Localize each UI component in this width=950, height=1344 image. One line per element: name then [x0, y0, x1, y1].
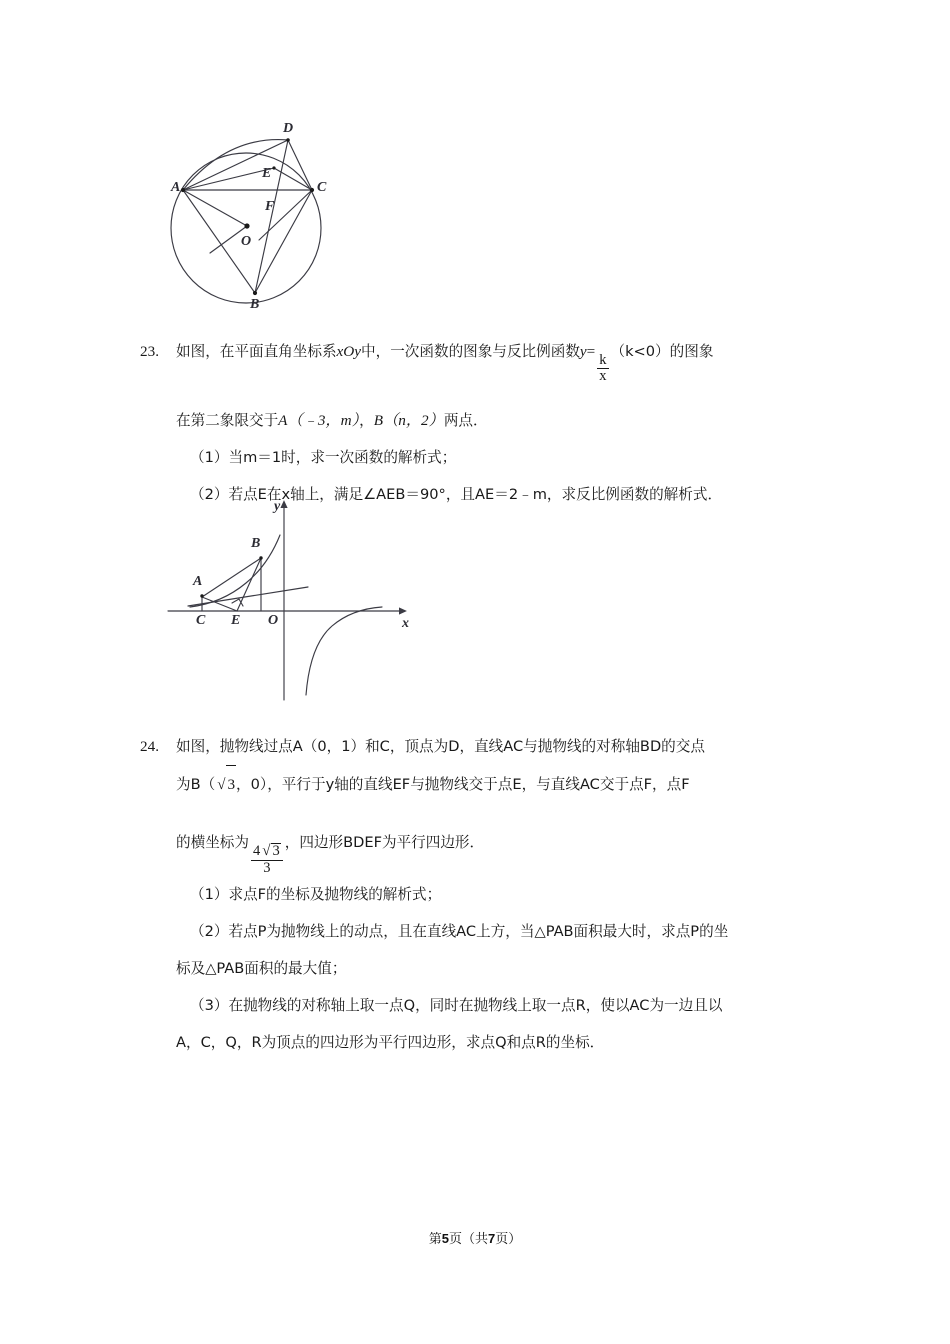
- q23-line2-lead: 在第二象限交于: [176, 412, 279, 430]
- label-F: F: [265, 199, 275, 214]
- q23-point-A: A（﹣3，m）: [278, 412, 360, 430]
- q23-fraction-k-over-x: [597, 353, 608, 384]
- q24-sub-3-line-1: （3）在抛物线的对称轴上取一点Q，同时在抛物线上取一点R，使以AC为一边且以: [190, 996, 723, 1014]
- q24-line-2: [176, 765, 840, 804]
- q23-text-a: 如图，在平面直角坐标系: [176, 343, 337, 360]
- q24-line-3: [176, 824, 840, 876]
- label-B: B: [251, 536, 261, 551]
- point-O-dot: [244, 223, 249, 228]
- segment-AO: [183, 190, 247, 226]
- label-y-axis: y: [274, 499, 281, 514]
- point-A-dot: [200, 594, 203, 597]
- segment-CB: [255, 190, 312, 293]
- q23-xoy: xOy: [336, 343, 361, 360]
- q24-line3-rest: ，四边形BDEF为平行四边形．: [284, 834, 485, 851]
- q23-point-B: B（n，2）: [373, 412, 444, 430]
- radical-sign-icon: √: [262, 842, 271, 859]
- question-23: [140, 333, 840, 513]
- q24-sub-3-line-2: A，C，Q，R为顶点的四边形为平行四边形，求点Q和点R的坐标．: [176, 1033, 605, 1051]
- question-24-number: 24.: [140, 738, 159, 755]
- label-A: A: [171, 180, 181, 195]
- q23-y: y: [579, 343, 587, 360]
- coordinate-figure-svg: [160, 495, 420, 710]
- hyperbola-branch-q4: [306, 607, 382, 695]
- q23-line2-comma: ，: [359, 412, 374, 430]
- q24-frac-num-radical: [260, 843, 280, 860]
- point-E-dot: [272, 166, 275, 169]
- figure-coordinate-q23: [160, 495, 420, 710]
- question-24: [140, 728, 840, 1061]
- q23-frac-numerator: k: [599, 351, 607, 368]
- q24-frac-num-radicand: 3: [272, 842, 280, 859]
- q24-frac-denominator: 3: [263, 859, 271, 876]
- q23-text-c: 的图象: [669, 343, 714, 360]
- footer-total-pages: 7: [488, 1231, 496, 1246]
- label-O: O: [268, 613, 279, 628]
- q24-frac-numerator: [251, 843, 283, 861]
- label-E: E: [262, 166, 272, 181]
- line-linear-function: [188, 587, 308, 606]
- q23-text-b: 中，一次函数的图象与反比例函数: [361, 343, 580, 360]
- label-B: B: [250, 297, 260, 312]
- radical-sign-icon: √: [217, 777, 226, 793]
- q24-radical-3: [215, 765, 236, 804]
- segment-DB: [255, 140, 288, 293]
- label-D: D: [283, 121, 294, 136]
- footer-middle: 页（共: [448, 1232, 488, 1247]
- segment-CF: [259, 190, 312, 240]
- q24-sub-2-line-2: 标及△PAB面积的最大值；: [176, 959, 347, 977]
- label-O: O: [241, 234, 252, 249]
- q23-line-1: [176, 333, 840, 384]
- q24-line2-rest: ，0），平行于y轴的直线EF与抛物线交于点E，与直线AC交于点F，点F: [236, 776, 690, 793]
- q23-sub-1: （1）当m＝1时，求一次函数的解析式；: [190, 449, 457, 467]
- footer-prefix: 第: [428, 1232, 442, 1247]
- label-E: E: [231, 613, 241, 628]
- point-B-dot: [253, 291, 257, 295]
- question-23-number: 23.: [140, 343, 159, 360]
- point-C-dot: [310, 188, 314, 192]
- footer-current-page: 5: [441, 1231, 449, 1246]
- q23-sub-2: （2）若点E在x轴上，满足∠AEB＝90°，且AE＝2﹣m，求反比例函数的解析式．: [190, 486, 723, 504]
- segment-AD: [183, 140, 288, 190]
- q24-frac-num-coefficient: 4: [252, 842, 261, 859]
- point-B-dot: [259, 556, 262, 559]
- label-C: C: [196, 613, 206, 628]
- label-A: A: [193, 574, 203, 589]
- q24-sub-1: （1）求点F的坐标及抛物线的解析式；: [190, 885, 442, 903]
- point-A-dot: [181, 188, 185, 192]
- q23-line-2: [176, 402, 840, 439]
- q23-eq: =: [586, 343, 596, 360]
- point-D-dot: [286, 138, 290, 142]
- q24-line2-lead: 为B（: [176, 776, 216, 793]
- label-C: C: [317, 180, 327, 195]
- figure-circle-q22: [150, 105, 370, 320]
- q24-radicand: 3: [226, 765, 236, 803]
- q24-fraction-4root3-over-3: [251, 843, 283, 876]
- footer-suffix: 页）: [495, 1232, 522, 1247]
- q23-k-condition: （k<0）: [610, 343, 670, 360]
- page-footer: [0, 1228, 950, 1247]
- label-x-axis: x: [402, 616, 409, 631]
- q24-sub-2-line-1: （2）若点P为抛物线上的动点，且在直线AC上方，当△PAB面积最大时，求点P的坐: [190, 922, 729, 940]
- q23-frac-denominator: x: [599, 368, 607, 385]
- q24-line3-lead: 的横坐标为: [176, 834, 249, 851]
- circle-figure-svg: [150, 105, 370, 320]
- q23-line2-end: 两点．: [443, 412, 488, 430]
- q24-line-1: 如图，抛物线过点A（0，1）和C，顶点为D，直线AC与抛物线的对称轴BD的交点: [176, 738, 705, 755]
